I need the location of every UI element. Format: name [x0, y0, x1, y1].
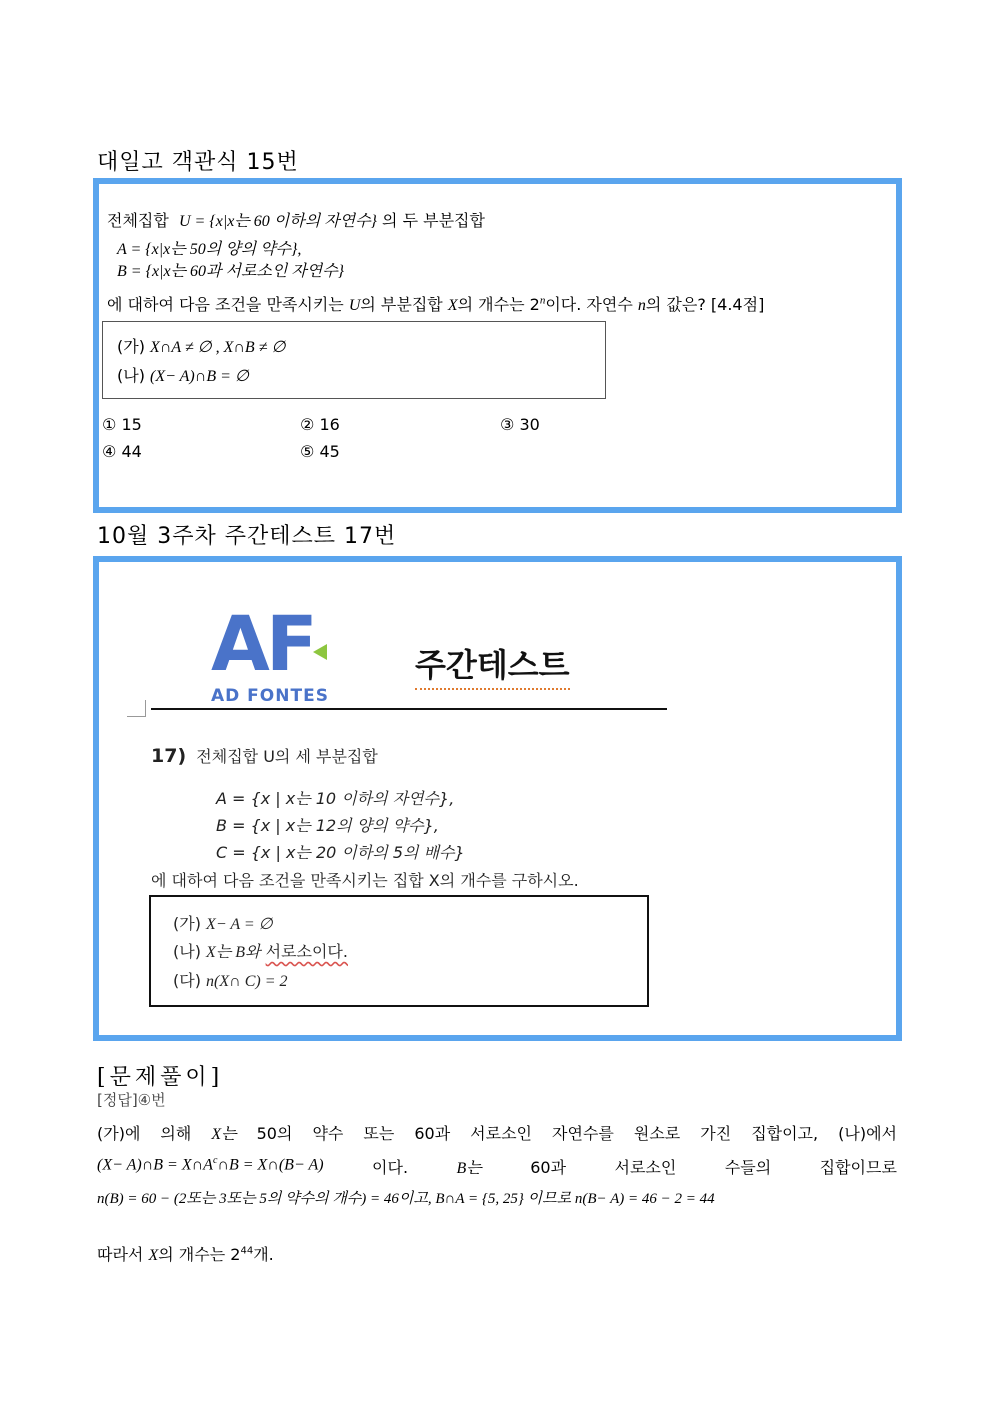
cond-na-label: (나): [117, 366, 145, 385]
choice-1-mark: ①: [102, 415, 117, 434]
choice-2[interactable]: [300, 415, 340, 434]
B-definition: B = {x|x는 60과 서로소인 자연수}: [117, 263, 345, 280]
p2-cond-ga-text: X− A = ∅: [206, 916, 273, 933]
sol-word: (나)에서: [838, 1124, 897, 1143]
intro-prefix: 전체집합: [107, 211, 169, 230]
p2-cond-na-text-a: X는 B와: [206, 944, 261, 961]
sol-word: X는: [211, 1126, 237, 1143]
solution-heading: [문제풀이]: [97, 1065, 224, 1090]
q-part-a: 에 대하여 다음 조건을 만족시키는: [107, 295, 344, 314]
cond-ga-text: X∩A ≠ ∅ , X∩B ≠ ∅: [150, 339, 286, 356]
q-pow-exp: n: [539, 294, 546, 307]
solution-final: [97, 1242, 274, 1265]
choice-1[interactable]: [102, 415, 142, 434]
sol-word: 자연수를: [552, 1124, 614, 1143]
U-definition: U = {x|x는 60 이하의 자연수}: [179, 213, 377, 230]
sol-word: 서로소인: [614, 1158, 677, 1177]
q-part-d: 이다. 자연수: [545, 295, 633, 314]
sol-word: (가)에: [97, 1124, 141, 1143]
sol-eq-part2: ∩B = X∩(B− A): [217, 1156, 324, 1174]
choice-4-value: 44: [121, 442, 142, 461]
sol-word: 집합이므로: [819, 1158, 897, 1177]
q-part-e: 의 값은? [4.4점]: [645, 295, 765, 314]
condition-ga: [117, 334, 285, 357]
p2-cond-da-text: n(X∩ C) = 2: [206, 973, 288, 990]
answer-line: [정답]④번: [97, 1091, 166, 1109]
sol-word: 의해: [160, 1124, 192, 1143]
solution-line-1: [97, 1121, 897, 1144]
final-part-b: 의 개수는: [158, 1245, 226, 1264]
q-part-b: 의 부분집합: [360, 295, 443, 314]
sol-word: 수들의: [724, 1158, 772, 1177]
final-part-c: 개.: [253, 1245, 274, 1264]
choice-4-mark: ④: [102, 442, 117, 461]
problem2-intro-text: 전체집합 U의 세 부분집합: [196, 747, 378, 766]
q-pow-base: 2: [529, 295, 540, 314]
intro-suffix: 의 두 부분집합: [382, 211, 485, 230]
problem-number: 17): [151, 745, 187, 767]
section2-heading: 10월 3주차 주간테스트 17번: [97, 524, 397, 549]
p2-C-definition: C = {x | x는 20 이하의 5의 배수}: [216, 843, 465, 862]
sol-word: 가진: [700, 1124, 732, 1143]
p2-question: 에 대하여 다음 조건을 만족시키는 집합 X의 개수를 구하시오.: [151, 871, 579, 890]
problem2-conditions-box: [149, 895, 649, 1007]
problem2-frame: [93, 556, 902, 1041]
ad-fontes-logo: [211, 599, 361, 710]
condition-na: [117, 363, 249, 386]
p2-B-definition: B = {x | x는 12의 양의 약수},: [216, 816, 439, 835]
choice-5[interactable]: [300, 442, 340, 461]
problem1-frame: [93, 178, 902, 513]
p2-cond-ga-label: (가): [173, 914, 201, 933]
final-X: X: [148, 1247, 159, 1264]
sol-word: 집합이고,: [751, 1124, 819, 1143]
choice-1-value: 15: [121, 415, 142, 434]
sol-equation: [97, 1155, 324, 1178]
q-n: n: [637, 297, 646, 314]
choice-3-value: 30: [519, 415, 540, 434]
q-part-c: 의 개수는: [457, 295, 525, 314]
choice-4[interactable]: [102, 442, 142, 461]
sol-word: 50의: [256, 1124, 293, 1143]
choice-2-value: 16: [319, 415, 340, 434]
solution-line-2: [97, 1155, 897, 1178]
p2-cond-na-label: (나): [173, 942, 201, 961]
problem1-conditions-box: [102, 321, 606, 399]
logo-text: AD FONTES: [211, 686, 329, 706]
logo-arrow-icon: [313, 644, 327, 660]
choice-3[interactable]: [500, 415, 540, 434]
title-rule: [151, 708, 667, 710]
logo-letters: AF: [211, 599, 314, 688]
sol-word: 원소로: [633, 1124, 681, 1143]
p2-condition-ga: [173, 911, 273, 934]
sol-word: B는: [456, 1160, 482, 1177]
p2-cond-da-label: (다): [173, 971, 201, 990]
p2-A-definition: A = {x | x는 10 이하의 자연수},: [216, 789, 455, 808]
cond-ga-label: (가): [117, 337, 145, 356]
solution-line-3: n(B) = 60 − (2또는 3또는 5의 약수의 개수) = 46이고, B∩A = {5, 25} 이므로 n(B− A) = 46 − 2 = 44: [97, 1191, 715, 1207]
p2-condition-da: [173, 968, 288, 991]
choice-5-value: 45: [319, 442, 340, 461]
sol-word: 60과: [414, 1124, 451, 1143]
section1-heading: 대일고 객관식 15번: [97, 150, 299, 175]
A-definition: A = {x|x는 50의 양의 약수},: [117, 241, 302, 258]
corner-mark: [127, 700, 146, 717]
p2-condition-na: [173, 939, 348, 962]
test-title: 주간테스트: [415, 640, 570, 690]
p2-cond-na-text-b: 서로소이다.: [265, 942, 348, 961]
final-base: 2: [230, 1245, 241, 1264]
cond-na-text: (X− A)∩B = ∅: [150, 368, 249, 385]
sol-word: 60과: [530, 1158, 567, 1177]
choice-3-mark: ③: [500, 415, 515, 434]
problem1-intro: [107, 208, 485, 231]
sol-word: 약수: [312, 1124, 344, 1143]
final-part-a: 따라서: [97, 1245, 144, 1264]
problem2-intro: [151, 744, 378, 767]
sol-eq-part1: (X− A)∩B = X∩A: [97, 1156, 213, 1174]
sol-word: 서로소인: [470, 1124, 532, 1143]
final-exp: 44: [240, 1245, 254, 1257]
sol-eq-sup: c: [212, 1155, 218, 1166]
sol-word: 이다.: [372, 1158, 409, 1177]
choice-2-mark: ②: [300, 415, 315, 434]
q-X: X: [447, 297, 458, 314]
problem1-question: [107, 292, 764, 315]
choice-5-mark: ⑤: [300, 442, 315, 461]
q-U: U: [348, 297, 361, 314]
sol-word: 또는: [363, 1124, 395, 1143]
